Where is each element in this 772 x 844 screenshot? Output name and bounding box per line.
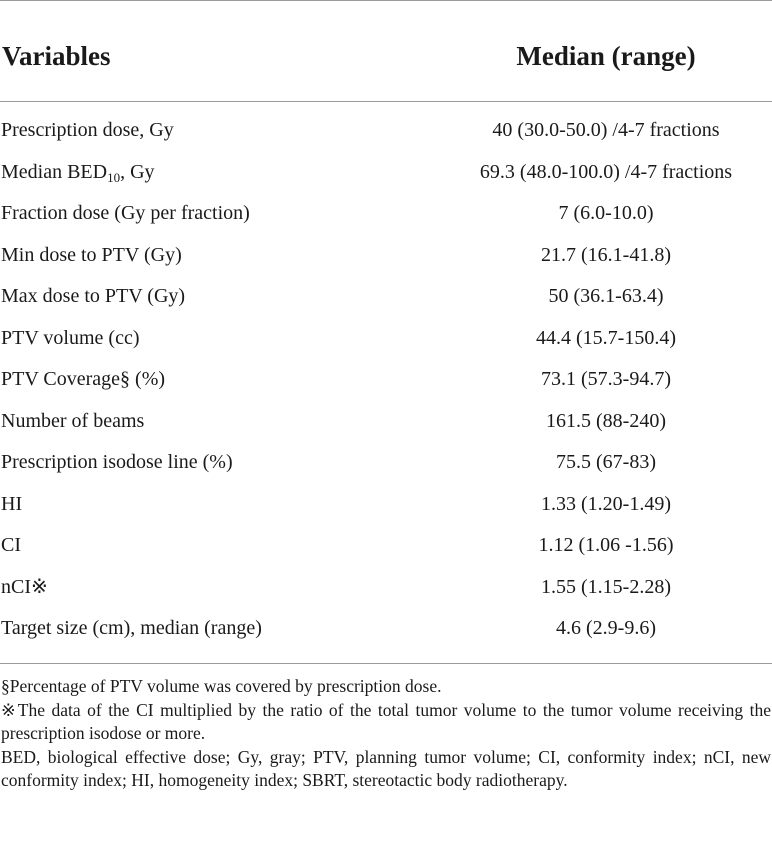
row-label-main: Median BED [1,160,108,183]
table-row [0,359,772,401]
row-label: CI [1,534,21,556]
table-row [0,152,772,194]
footnote-abbreviations: BED, biological effective dose; Gy, gray; PTV, planning tumor volume; CI, conformity index; nCI, new conformity index; HI, homogeneity index; SBRT, stereotactic body radiotherapy. [1,746,771,790]
column-header-variables: Variables [2,41,111,71]
row-label: Number of beams [1,409,145,432]
row-label: Prescription dose, Gy [1,119,174,141]
table-footnotes [1,675,771,793]
row-label: Max dose to PTV (Gy) [1,285,186,307]
header-rule [0,101,772,102]
row-value: 21.7 (16.1-41.8) [541,243,671,266]
table-bottom-rule [0,663,772,664]
row-label: PTV volume (cc) [1,326,140,349]
row-label: nCI※ [1,575,48,598]
row-value: 44.4 (15.7-150.4) [536,326,676,349]
table-top-rule [0,0,772,1]
table-row [0,235,772,277]
table-row [0,318,772,360]
row-label [1,152,155,194]
table-row [0,484,772,526]
table-row [0,442,772,484]
row-label: Target size (cm), median (range) [1,617,262,639]
row-label: Fraction dose (Gy per fraction) [1,202,250,224]
column-header-median-range: Median (range) [516,41,696,71]
row-value: 75.5 (67-83) [556,451,656,473]
row-value: 161.5 (88-240) [546,409,666,432]
table-row [0,401,772,443]
row-value: 40 (30.0-50.0) /4-7 fractions [492,119,720,141]
row-label-subscript: 10 [107,169,121,185]
table-body [0,110,772,650]
row-label: HI [1,492,23,515]
table-row [0,567,772,609]
table-row [0,276,772,318]
row-value: 1.12 (1.06 -1.56) [538,534,674,556]
row-value: 50 (36.1-63.4) [548,285,664,307]
table-row [0,110,772,152]
row-value: 73.1 (57.3-94.7) [541,368,671,390]
row-value: 7 (6.0-10.0) [558,202,654,224]
table-row [0,608,772,650]
row-label: PTV Coverage§ (%) [1,368,166,390]
footnote-section-mark: §Percentage of PTV volume was covered by prescription dose. [1,676,442,696]
row-value: 4.6 (2.9-9.6) [556,617,656,639]
row-value: 69.3 (48.0-100.0) /4-7 fractions [479,160,733,183]
row-value: 1.55 (1.15-2.28) [541,575,671,598]
footnote-reference-mark: ※The data of the CI multiplied by the ratio of the total tumor volume to the tumor volume receiving the prescription isodose or more. [1,699,771,743]
row-label: Min dose to PTV (Gy) [1,243,182,266]
row-label: Prescription isodose line (%) [1,451,233,473]
table-row [0,525,772,567]
table-row [0,193,772,235]
row-value: 1.33 (1.20-1.49) [541,492,671,515]
row-label-tail: , Gy [120,160,155,183]
